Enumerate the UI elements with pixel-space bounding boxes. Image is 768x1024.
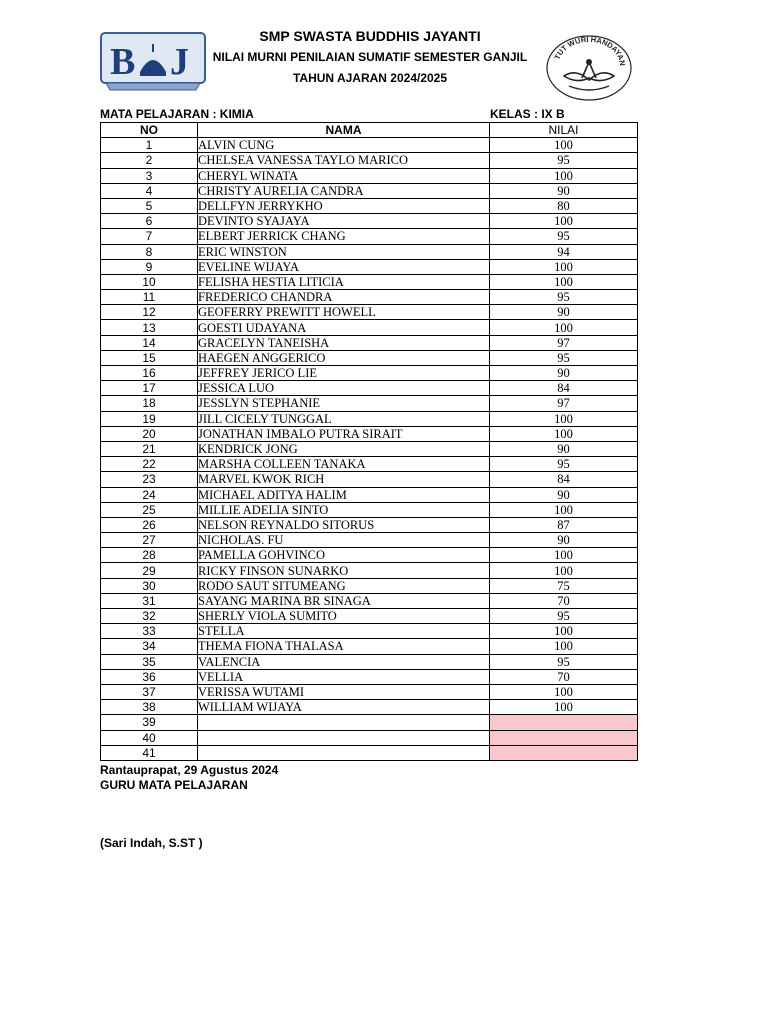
row-number: 7 [101,229,198,244]
row-number: 28 [101,548,198,563]
row-number: 6 [101,214,198,229]
row-number: 10 [101,274,198,289]
student-name: VELLIA [198,669,490,684]
table-row [101,350,638,365]
grade-value: 100 [490,320,638,335]
svg-text:TUT WURI HANDAYANI: TUT WURI HANDAYAN [552,34,628,67]
student-name: NELSON REYNALDO SITORUS [198,517,490,532]
grade-value: 95 [490,457,638,472]
table-row [101,153,638,168]
class-label: KELAS : IX B [490,107,565,121]
table-row [101,669,638,684]
student-name: JONATHAN IMBALO PUTRA SIRAIT [198,426,490,441]
grade-value: 100 [490,411,638,426]
student-name: CHERYL WINATA [198,168,490,183]
table-row [101,487,638,502]
row-number: 37 [101,684,198,699]
row-number: 4 [101,183,198,198]
grade-value: 90 [490,487,638,502]
row-number: 8 [101,244,198,259]
table-body [101,138,638,761]
student-name [198,745,490,760]
row-number: 39 [101,715,198,730]
student-name: VALENCIA [198,654,490,669]
row-number: 2 [101,153,198,168]
student-name: MICHAEL ADITYA HALIM [198,487,490,502]
row-number: 31 [101,593,198,608]
table-row [101,396,638,411]
grade-value: 100 [490,426,638,441]
grade-value: 70 [490,669,638,684]
row-number: 38 [101,700,198,715]
grade-value: 80 [490,198,638,213]
table-row [101,183,638,198]
student-name: ERIC WINSTON [198,244,490,259]
row-number: 18 [101,396,198,411]
student-name: GOESTI UDAYANA [198,320,490,335]
student-name: NICHOLAS. FU [198,533,490,548]
table-row [101,214,638,229]
student-name: STELLA [198,624,490,639]
student-name: CHELSEA VANESSA TAYLO MARICO [198,153,490,168]
student-name: FREDERICO CHANDRA [198,290,490,305]
table-row [101,138,638,153]
row-number: 12 [101,305,198,320]
student-name: CHRISTY AURELIA CANDRA [198,183,490,198]
student-name: SAYANG MARINA BR SINAGA [198,593,490,608]
table-row [101,639,638,654]
grade-value [490,730,638,745]
place-date: Rantauprapat, 29 Agustus 2024 [100,763,279,777]
table-row [101,198,638,213]
table-row [101,320,638,335]
row-number: 27 [101,533,198,548]
table-row [101,609,638,624]
table-row [101,274,638,289]
grade-value: 70 [490,593,638,608]
grade-value: 100 [490,168,638,183]
student-name: MILLIE ADELIA SINTO [198,502,490,517]
table-row [101,335,638,350]
student-name: MARVEL KWOK RICH [198,472,490,487]
row-number: 22 [101,457,198,472]
grade-value: 90 [490,366,638,381]
grade-value: 97 [490,335,638,350]
table-row [101,654,638,669]
table-row [101,578,638,593]
row-number: 21 [101,441,198,456]
student-name: JEFFREY JERICO LIE [198,366,490,381]
column-header-nama: NAMA [198,123,490,138]
table-row [101,684,638,699]
student-name: GRACELYN TANEISHA [198,335,490,350]
row-number: 26 [101,517,198,532]
column-header-nilai: NILAI [490,123,638,138]
student-name: DEVINTO SYAJAYA [198,214,490,229]
table-row [101,168,638,183]
grade-value: 100 [490,548,638,563]
table-row [101,517,638,532]
row-number: 20 [101,426,198,441]
student-name: RICKY FINSON SUNARKO [198,563,490,578]
table-row [101,381,638,396]
table-row [101,457,638,472]
table-row [101,366,638,381]
row-number: 32 [101,609,198,624]
student-name: JESSICA LUO [198,381,490,396]
grade-value: 100 [490,639,638,654]
grade-value: 75 [490,578,638,593]
row-number: 11 [101,290,198,305]
student-name: ELBERT JERRICK CHANG [198,229,490,244]
grade-value: 84 [490,472,638,487]
table-row [101,548,638,563]
svg-text:B: B [110,41,136,83]
report-title: NILAI MURNI PENILAIAN SUMATIF SEMESTER GANJIL [212,50,528,64]
teacher-role: GURU MATA PELAJARAN [100,778,248,792]
student-name: ALVIN CUNG [198,138,490,153]
table-row [101,533,638,548]
row-number: 5 [101,198,198,213]
grade-value: 95 [490,290,638,305]
school-logo [100,32,206,92]
table-row [101,563,638,578]
row-number: 3 [101,168,198,183]
student-name: SHERLY VIOLA SUMITO [198,609,490,624]
table-row [101,244,638,259]
school-name: SMP SWASTA BUDDHIS JAYANTI [259,28,481,44]
grade-value: 100 [490,700,638,715]
grade-value: 97 [490,396,638,411]
student-name: FELISHA HESTIA LITICIA [198,274,490,289]
academic-year: TAHUN AJARAN 2024/2025 [292,71,448,85]
row-number: 35 [101,654,198,669]
row-number: 34 [101,639,198,654]
grade-value: 95 [490,654,638,669]
row-number: 19 [101,411,198,426]
student-name: DELLFYN JERRYKHO [198,198,490,213]
grade-value: 100 [490,138,638,153]
row-number: 1 [101,138,198,153]
grade-value: 90 [490,305,638,320]
grade-value: 100 [490,563,638,578]
table-row [101,426,638,441]
grade-value: 94 [490,244,638,259]
grade-value: 90 [490,533,638,548]
row-number: 15 [101,350,198,365]
row-number: 29 [101,563,198,578]
student-name: THEMA FIONA THALASA [198,639,490,654]
row-number: 33 [101,624,198,639]
table-row [101,229,638,244]
row-number: 25 [101,502,198,517]
row-number: 13 [101,320,198,335]
row-number: 40 [101,730,198,745]
student-name: VERISSA WUTAMI [198,684,490,699]
student-name: WILLIAM WIJAYA [198,700,490,715]
table-row [101,715,638,730]
grade-value: 84 [490,381,638,396]
row-number: 36 [101,669,198,684]
grade-value: 95 [490,153,638,168]
grade-value: 100 [490,259,638,274]
grade-value: 95 [490,609,638,624]
student-name: KENDRICK JONG [198,441,490,456]
grade-value: 90 [490,441,638,456]
student-name: JESSLYN STEPHANIE [198,396,490,411]
row-number: 9 [101,259,198,274]
student-name: EVELINE WIJAYA [198,259,490,274]
row-number: 30 [101,578,198,593]
table-row [101,700,638,715]
table-row [101,502,638,517]
row-number: 17 [101,381,198,396]
student-name [198,730,490,745]
student-name [198,715,490,730]
grade-value: 90 [490,183,638,198]
subject-label: MATA PELAJARAN : KIMIA [100,107,254,121]
table-row [101,624,638,639]
student-name: PAMELLA GOHVINCO [198,548,490,563]
row-number: 41 [101,745,198,760]
table-row [101,472,638,487]
grades-table [100,122,638,761]
grade-value: 100 [490,502,638,517]
student-name: HAEGEN ANGGERICO [198,350,490,365]
row-number: 14 [101,335,198,350]
tut-wuri-handayani-logo [544,32,634,102]
grade-value: 100 [490,684,638,699]
signatory-name: (Sari Indah, S.ST ) [100,836,203,850]
grade-value: 100 [490,274,638,289]
grade-value: 100 [490,214,638,229]
student-name: JILL CICELY TUNGGAL [198,411,490,426]
table-header-row [101,123,638,138]
table-row [101,730,638,745]
table-row [101,259,638,274]
grade-value: 87 [490,517,638,532]
table-row [101,411,638,426]
grade-value: 100 [490,624,638,639]
student-name: MARSHA COLLEEN TANAKA [198,457,490,472]
row-number: 16 [101,366,198,381]
table-row [101,305,638,320]
grade-value: 95 [490,229,638,244]
grade-value [490,715,638,730]
table-row [101,290,638,305]
row-number: 24 [101,487,198,502]
student-name: RODO SAUT SITUMEANG [198,578,490,593]
table-row [101,593,638,608]
student-name: GEOFERRY PREWITT HOWELL [198,305,490,320]
column-header-no: NO [101,123,198,138]
table-row [101,745,638,760]
grade-value [490,745,638,760]
grade-value: 95 [490,350,638,365]
row-number: 23 [101,472,198,487]
table-row [101,441,638,456]
svg-text:J: J [170,41,189,83]
